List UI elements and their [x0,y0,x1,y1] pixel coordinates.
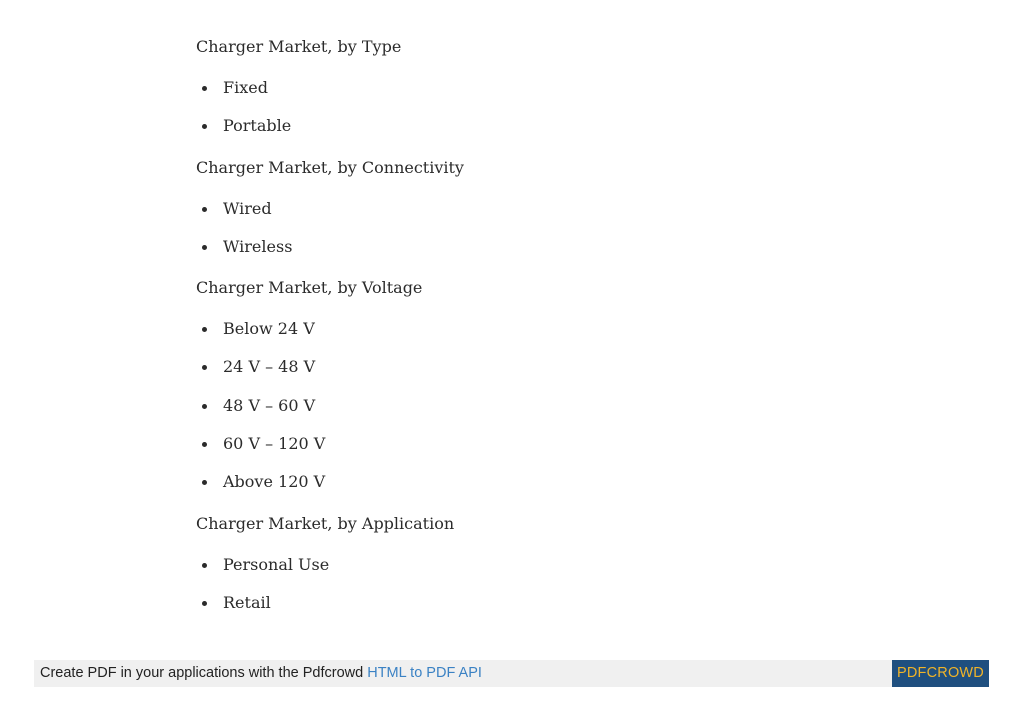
bullet-list [196,74,896,140]
list-item [196,74,896,102]
list-item-text: Wired [223,198,272,218]
document-content [196,30,896,627]
list-item [196,233,896,261]
bullet-list [196,315,896,496]
bullet-icon [202,601,207,606]
list-item [196,468,896,496]
list-item [196,430,896,458]
list-item [196,112,896,140]
bullet-icon [202,442,207,447]
section-connectivity [196,151,896,261]
section-heading: Charger Market, by Type [196,37,402,56]
list-item-text: Portable [223,116,292,136]
list-item [196,589,896,617]
list-item [196,353,896,381]
footer-text [40,660,482,687]
section-heading: Charger Market, by Application [196,513,455,533]
footer-prefix: Create PDF in your applications with the Pdfcrowd [40,665,368,681]
section-heading: Charger Market, by Voltage [196,278,423,298]
list-item [196,315,896,343]
bullet-icon [202,404,207,409]
bullet-icon [202,480,207,485]
list-item [196,195,896,223]
pdfcrowd-brand-button[interactable]: PDFCROWD [892,660,989,687]
section-voltage [196,271,896,496]
list-item-text: 60 V – 120 V [223,434,326,454]
bullet-icon [202,207,207,212]
list-item-text: 48 V – 60 V [223,395,316,415]
pdfcrowd-footer-bar [34,660,989,687]
list-item [196,551,896,579]
list-item-text: Wireless [223,236,293,256]
bullet-list [196,551,896,617]
html-to-pdf-api-link[interactable]: HTML to PDF API [367,665,482,681]
bullet-icon [202,563,207,568]
section-application [196,507,896,617]
list-item-text: Retail [223,592,271,612]
bullet-icon [202,124,207,129]
bullet-list [196,195,896,261]
list-item-text: Personal Use [223,554,330,574]
list-item-text: Below 24 V [223,319,315,339]
list-item-text: Fixed [223,78,268,97]
bullet-icon [202,327,207,332]
list-item-text: 24 V – 48 V [223,357,316,377]
section-type [196,30,896,140]
list-item-text: Above 120 V [223,472,326,492]
bullet-icon [202,365,207,370]
bullet-icon [202,245,207,250]
list-item [196,392,896,420]
bullet-icon [202,86,207,91]
section-heading: Charger Market, by Connectivity [196,157,464,177]
